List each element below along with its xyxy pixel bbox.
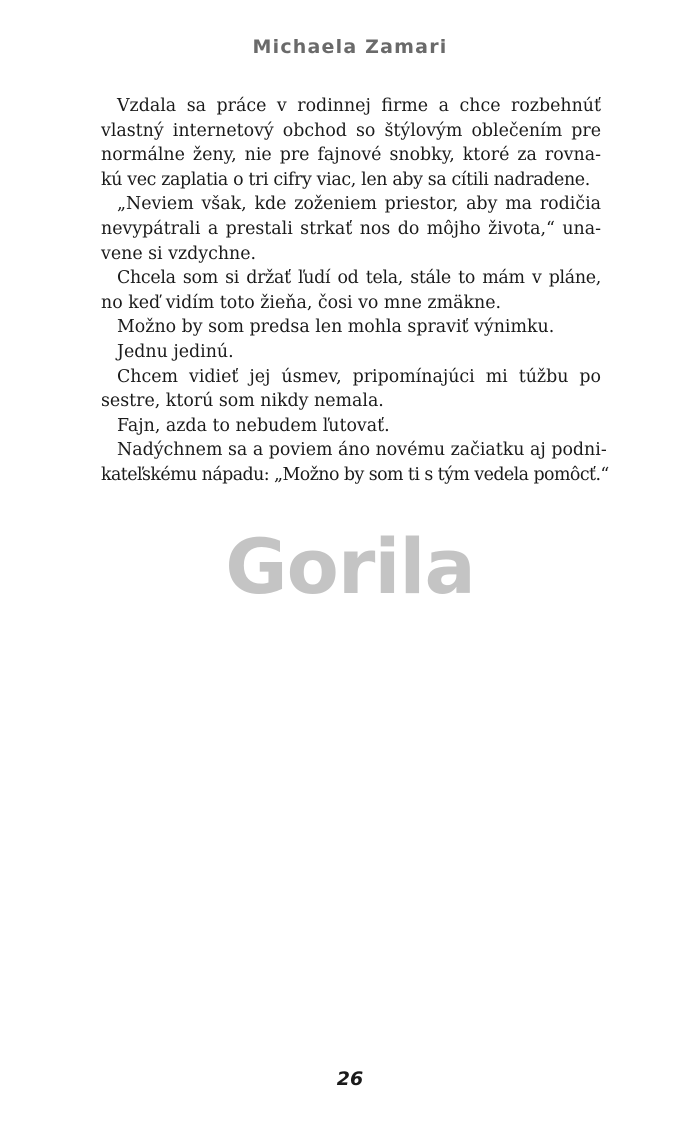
text-line: Možno by som predsa len mohla spraviť výnimku. <box>117 317 555 338</box>
paragraph <box>101 94 601 192</box>
text-line: no keď vidím toto žieňa, čosi vo mne zmäkne. <box>101 292 502 313</box>
page-number: 26 <box>336 1068 364 1090</box>
paragraph <box>101 365 601 414</box>
paragraph <box>117 340 601 365</box>
text-line: Vzdala sa práce v rodinnej firme a chce rozbehnúť <box>117 96 601 116</box>
text-line: vene si vzdychne. <box>101 243 257 264</box>
text-line: sestre, ktorú som nikdy nemala. <box>101 391 384 412</box>
text-line: Chcem vidieť jej úsmev, pripomínajúci mi túžbu po <box>117 366 601 387</box>
paragraph <box>117 315 601 340</box>
publisher-watermark: Gorila <box>225 522 475 611</box>
text-line: kú vec zaplatia o tri cifry viac, len aby sa cítili nadradene. <box>101 169 590 190</box>
text-line: kateľskému nápadu: „Možno by som ti s tým vedela pomôcť.“ <box>101 464 609 485</box>
running-header-author: Michaela Zamari <box>252 36 448 58</box>
text-line: nevypátrali a prestali strkať nos do môjho života,“ una- <box>101 218 601 239</box>
paragraph <box>117 414 601 439</box>
text-line: Chcela som si držať ľudí od tela, stále to mám v pláne, <box>117 268 601 289</box>
body-text <box>101 94 609 488</box>
paragraph <box>101 266 601 315</box>
text-line: „Neviem však, kde zoženiem priestor, aby ma rodičia <box>117 194 601 215</box>
text-line: vlastný internetový obchod so štýlovým oblečením pre <box>101 120 601 141</box>
paragraph <box>101 192 601 266</box>
paragraph <box>101 438 609 487</box>
text-line: Nadýchnem sa a poviem áno novému začiatku aj podni- <box>117 440 607 461</box>
text-line: normálne ženy, nie pre fajnové snobky, ktoré za rovna- <box>101 145 601 166</box>
text-line: Fajn, azda to nebudem ľutovať. <box>117 415 390 436</box>
text-line: Jednu jedinú. <box>117 341 234 362</box>
